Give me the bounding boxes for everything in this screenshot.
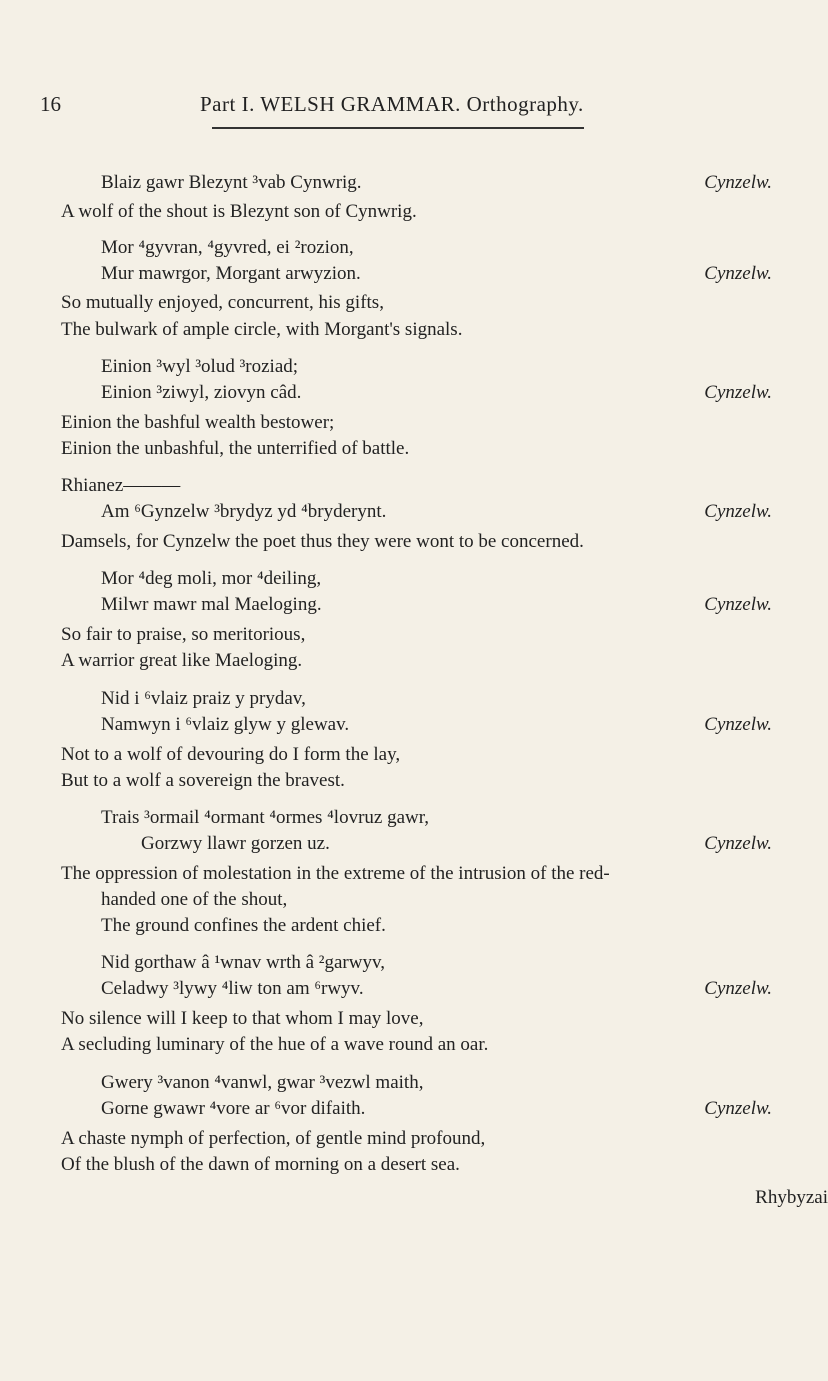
text-line: Nid i ⁶vlaiz praiz y prydav, <box>101 688 306 709</box>
text-line: A chaste nymph of perfection, of gentle mind profound, <box>61 1128 486 1149</box>
text-line: Rhianez——— <box>61 475 181 496</box>
text-line: Rhybyzai <box>755 1187 828 1208</box>
attribution-label: Cynzelw. <box>704 978 772 999</box>
header-rule <box>212 127 584 129</box>
text-line: Einion ³ziwyl, ziovyn câd. <box>101 382 302 403</box>
text-line: Mor ⁴deg moli, mor ⁴deiling, <box>101 568 322 589</box>
text-line: Milwr mawr mal Maeloging. <box>101 594 322 615</box>
text-line: Not to a wolf of devouring do I form the lay, <box>61 744 401 765</box>
text-line: A warrior great like Maeloging. <box>61 650 303 671</box>
text-line: Einion the unbashful, the unterrified of battle. <box>61 438 410 459</box>
attribution-label: Cynzelw. <box>704 833 772 854</box>
text-line: Damsels, for Cynzelw the poet thus they were wont to be concerned. <box>61 531 584 552</box>
text-line: Mur mawrgor, Morgant arwyzion. <box>101 263 361 284</box>
text-line: So mutually enjoyed, concurrent, his gifts, <box>61 292 384 313</box>
text-line: Gorne gwawr ⁴vore ar ⁶vor difaith. <box>101 1098 366 1119</box>
page-number: 16 <box>40 92 61 116</box>
text-line: Celadwy ³lywy ⁴liw ton am ⁶rwyv. <box>101 978 364 999</box>
text-line: The bulwark of ample circle, with Morgant's signals. <box>61 319 463 340</box>
text-line: A secluding luminary of the hue of a wave round an oar. <box>61 1034 489 1055</box>
attribution-label: Cynzelw. <box>704 263 772 284</box>
text-line: Gwery ³vanon ⁴vanwl, gwar ³vezwl maith, <box>101 1072 424 1093</box>
attribution-label: Cynzelw. <box>704 1098 772 1119</box>
text-line: handed one of the shout, <box>101 889 288 910</box>
text-line: Of the blush of the dawn of morning on a desert sea. <box>61 1154 460 1175</box>
text-line: The oppression of molestation in the extreme of the intrusion of the red- <box>61 863 610 884</box>
text-line: The ground confines the ardent chief. <box>101 915 386 936</box>
attribution-label: Cynzelw. <box>704 714 772 735</box>
attribution-label: Cynzelw. <box>704 382 772 403</box>
text-line: Gorzwy llawr gorzen uz. <box>141 833 330 854</box>
attribution-label: Cynzelw. <box>704 172 772 193</box>
text-line: Blaiz gawr Blezynt ³vab Cynwrig. <box>101 172 362 193</box>
running-title: Part I. WELSH GRAMMAR. Orthography. <box>200 92 584 116</box>
text-line: Einion ³wyl ³olud ³roziad; <box>101 356 299 377</box>
text-line: No silence will I keep to that whom I may love, <box>61 1008 424 1029</box>
text-line: Nid gorthaw â ¹wnav wrth â ²garwyv, <box>101 952 385 973</box>
attribution-label: Cynzelw. <box>704 501 772 522</box>
attribution-label: Cynzelw. <box>704 594 772 615</box>
text-line: But to a wolf a sovereign the bravest. <box>61 770 345 791</box>
text-line: Mor ⁴gyvran, ⁴gyvred, ei ²rozion, <box>101 237 354 258</box>
text-line: Trais ³ormail ⁴ormant ⁴ormes ⁴lovruz gawr, <box>101 807 430 828</box>
text-line: So fair to praise, so meritorious, <box>61 624 306 645</box>
text-line: Namwyn i ⁶vlaiz glyw y glewav. <box>101 714 350 735</box>
text-line: A wolf of the shout is Blezynt son of Cynwrig. <box>61 201 417 222</box>
text-line: Am ⁶Gynzelw ³brydyz yd ⁴bryderynt. <box>101 501 387 522</box>
text-line: Einion the bashful wealth bestower; <box>61 412 335 433</box>
